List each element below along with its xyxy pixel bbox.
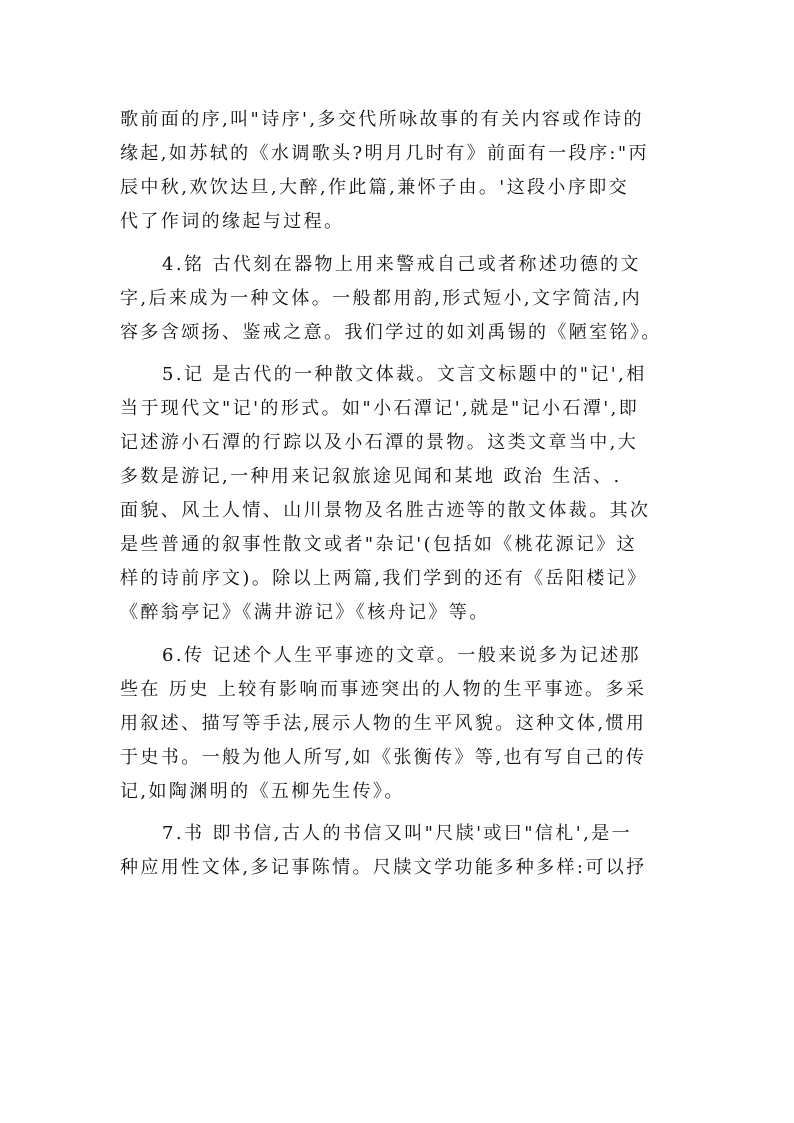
text-line: 记,如陶渊明的《五柳先生传》。 (120, 780, 405, 802)
text-line: 样的诗前序文)。除以上两篇,我们学到的还有《岳阳楼记》 (120, 568, 648, 589)
text-line: 《醉翁亭记》《满井游记》《核舟记》等。 (120, 602, 490, 623)
text-line: 多数是游记,一种用来记叙旅途见闻和某地 政治 生活、. (120, 466, 622, 487)
text-line: 用叙述、描写等手法,展示人物的生平风貌。这种文体,惯用 (120, 712, 647, 734)
document-body (120, 103, 694, 885)
text-line: 容多含颂扬、鉴戒之意。我们学过的如刘禹锡的《陋室铭》。 (120, 321, 662, 343)
text-line: 缘起,如苏轼的《水调歌头?明月几时有》前面有一段序:"丙 (120, 143, 649, 164)
text-line: 字,后来成为一种文体。一般都用韵,形式短小,文字简洁,内 (120, 287, 643, 309)
text-line: 辰中秋,欢饮达旦,大醉,作此篇,兼怀子由。'这段小序即交 (120, 177, 630, 198)
section-heading-line-zhuan: 6.传 记述个人生平事迹的文章。一般来说多为记述那 (162, 644, 641, 666)
text-line: 些在 历史 上较有影响而事迹突出的人物的生平事迹。多采 (120, 678, 647, 700)
text-line: 代了作词的缘起与过程。 (120, 211, 345, 232)
text-line: 于史书。一般为他人所写,如《张衡传》等,也有写自己的传 (120, 746, 647, 768)
text-line: 是些普通的叙事性散文或者"杂记'(包括如《桃花源记》这 (120, 534, 638, 555)
section-heading-line-ji: 5.记 是古代的一种散文体裁。文言文标题中的"记',相 (162, 364, 647, 385)
text-line: 面貌、风土人情、山川景物及名胜古迹等的散文体裁。其次 (120, 500, 651, 521)
text-line: 记述游小石潭的行踪以及小石潭的景物。这类文章当中,大 (120, 432, 639, 453)
section-heading-line-ming: 4.铭 古代刻在器物上用来警戒自己或者称述功德的文 (162, 253, 641, 275)
text-line: 歌前面的序,叫"诗序',多交代所咏故事的有关内容或作诗的 (120, 109, 644, 130)
text-line: 当于现代文"记'的形式。如"小石潭记',就是"记小石潭',即 (120, 398, 640, 419)
text-line: 种应用性文体,多记事陈情。尺牍文学功能多种多样:可以抒 (120, 857, 647, 878)
section-heading-line-shu: 7.书 即书信,古人的书信又叫"尺牍'或曰"信札',是一 (162, 823, 632, 844)
